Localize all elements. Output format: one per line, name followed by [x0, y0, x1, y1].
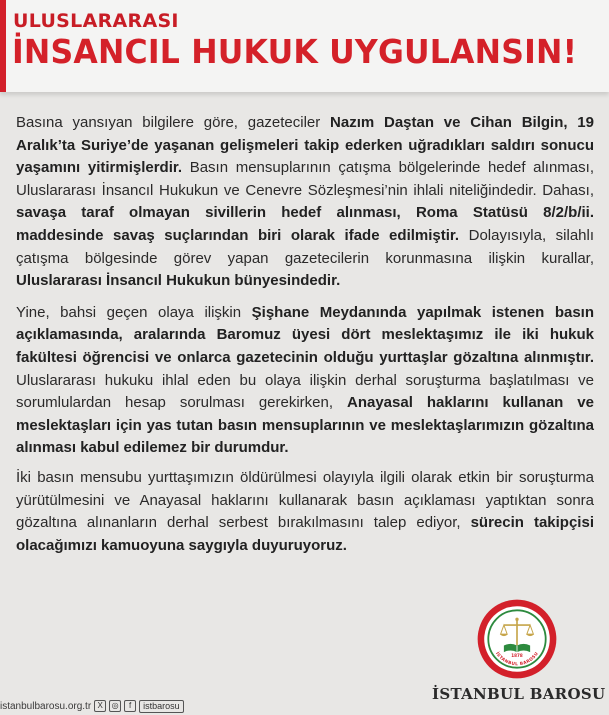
paragraph-2: [16, 302, 594, 460]
website-link[interactable]: istanbulbarosu.org.tr: [0, 700, 92, 712]
body-text: İki basın mensubu yurttaşımızın öldürülmesi olayıyla ilgili olarak etkin bir soruşturma yürütülmesini ve Anayasal haklarını kullanarak basın açıklaması yaptıktan sonra gözaltına alınanların derhal serbest bırakılmasını talep ediyor,: [16, 468, 594, 532]
bold-text: Şişhane Meydanında yapılmak istenen basın açıklamasında, aralarında Baromuz üyesi dört meslektaşımız ile iki hukuk fakültesi öğrencisi ve onlarca gazetecinin olduğu yurttaşlar gözaltına alınmıştır.: [16, 303, 594, 366]
footer: [0, 698, 184, 714]
bold-text: sürecin takipçisi olacağımızı kamuoyuna saygıyla duyuruyoruz.: [16, 514, 594, 554]
statement-body: [16, 112, 594, 557]
body-text: Uluslararası hukuku ihlal eden bu olaya ilişkin derhal soruşturma başlatılması ve sorumlulardan hesap sorulması gerekirken,: [16, 371, 594, 412]
paragraph-1: [16, 112, 594, 293]
paragraph-3: [16, 467, 594, 557]
bold-text: Nazım Daştan ve Cihan Bilgin, 19 Aralık’ta Suriye’de yaşanan gelişmeleri takip ederken uğradıkları saldırı sonucu yaşamını yitirmişlerdir.: [16, 114, 594, 177]
bold-text: Anayasal haklarını kullanan ve meslektaşları için yas tutan basın mensuplarının ve meslektaşlarımızın gözaltına alınması kabul edilemez bir durumdur.: [16, 394, 594, 457]
social-handle[interactable]: istbarosu: [139, 700, 184, 713]
body-text: Yine, bahsi geçen olaya ilişkin: [16, 303, 252, 321]
header-subtitle: ULUSLARARASI: [13, 10, 179, 32]
logo-year: 1878: [511, 653, 523, 659]
body-text: Dolayısıyla, silahlı çatışma bölgesinde görev yapan gazetecilerin korunmasına ilişkin kurallar,: [16, 226, 595, 267]
bold-text: savaşa taraf olmayan sivillerin hedef alınması, Roma Statüsü 8/2/b/ii. maddesinde savaş suçlarından biri olarak ifade edilmiştir.: [16, 204, 594, 244]
body-text: Basına yansıyan bilgilere göre, gazeteciler: [16, 114, 331, 131]
facebook-icon[interactable]: f: [124, 700, 136, 712]
organization-name: İSTANBUL BAROSU: [432, 685, 606, 703]
body-text: Basın mensuplarının çatışma bölgelerinde hedef alınması, Uluslararası İnsancıl Hukukun ve Cenevre Sözleşmesi’nin ihlali niteliğindedir. Dahası,: [16, 159, 594, 199]
bar-association-logo: [476, 598, 558, 680]
header-accent-bar: [0, 0, 6, 92]
x-icon[interactable]: X: [94, 700, 106, 712]
bold-text: Uluslararası İnsancıl Hukukun bünyesindedir.: [16, 272, 341, 290]
logo-ring-text: İSTANBUL BAROSU: [494, 651, 540, 668]
instagram-icon[interactable]: ◎: [109, 700, 121, 712]
header-banner: [0, 0, 609, 92]
header-title: İNSANCIL HUKUK UYGULANSIN!: [12, 32, 578, 71]
